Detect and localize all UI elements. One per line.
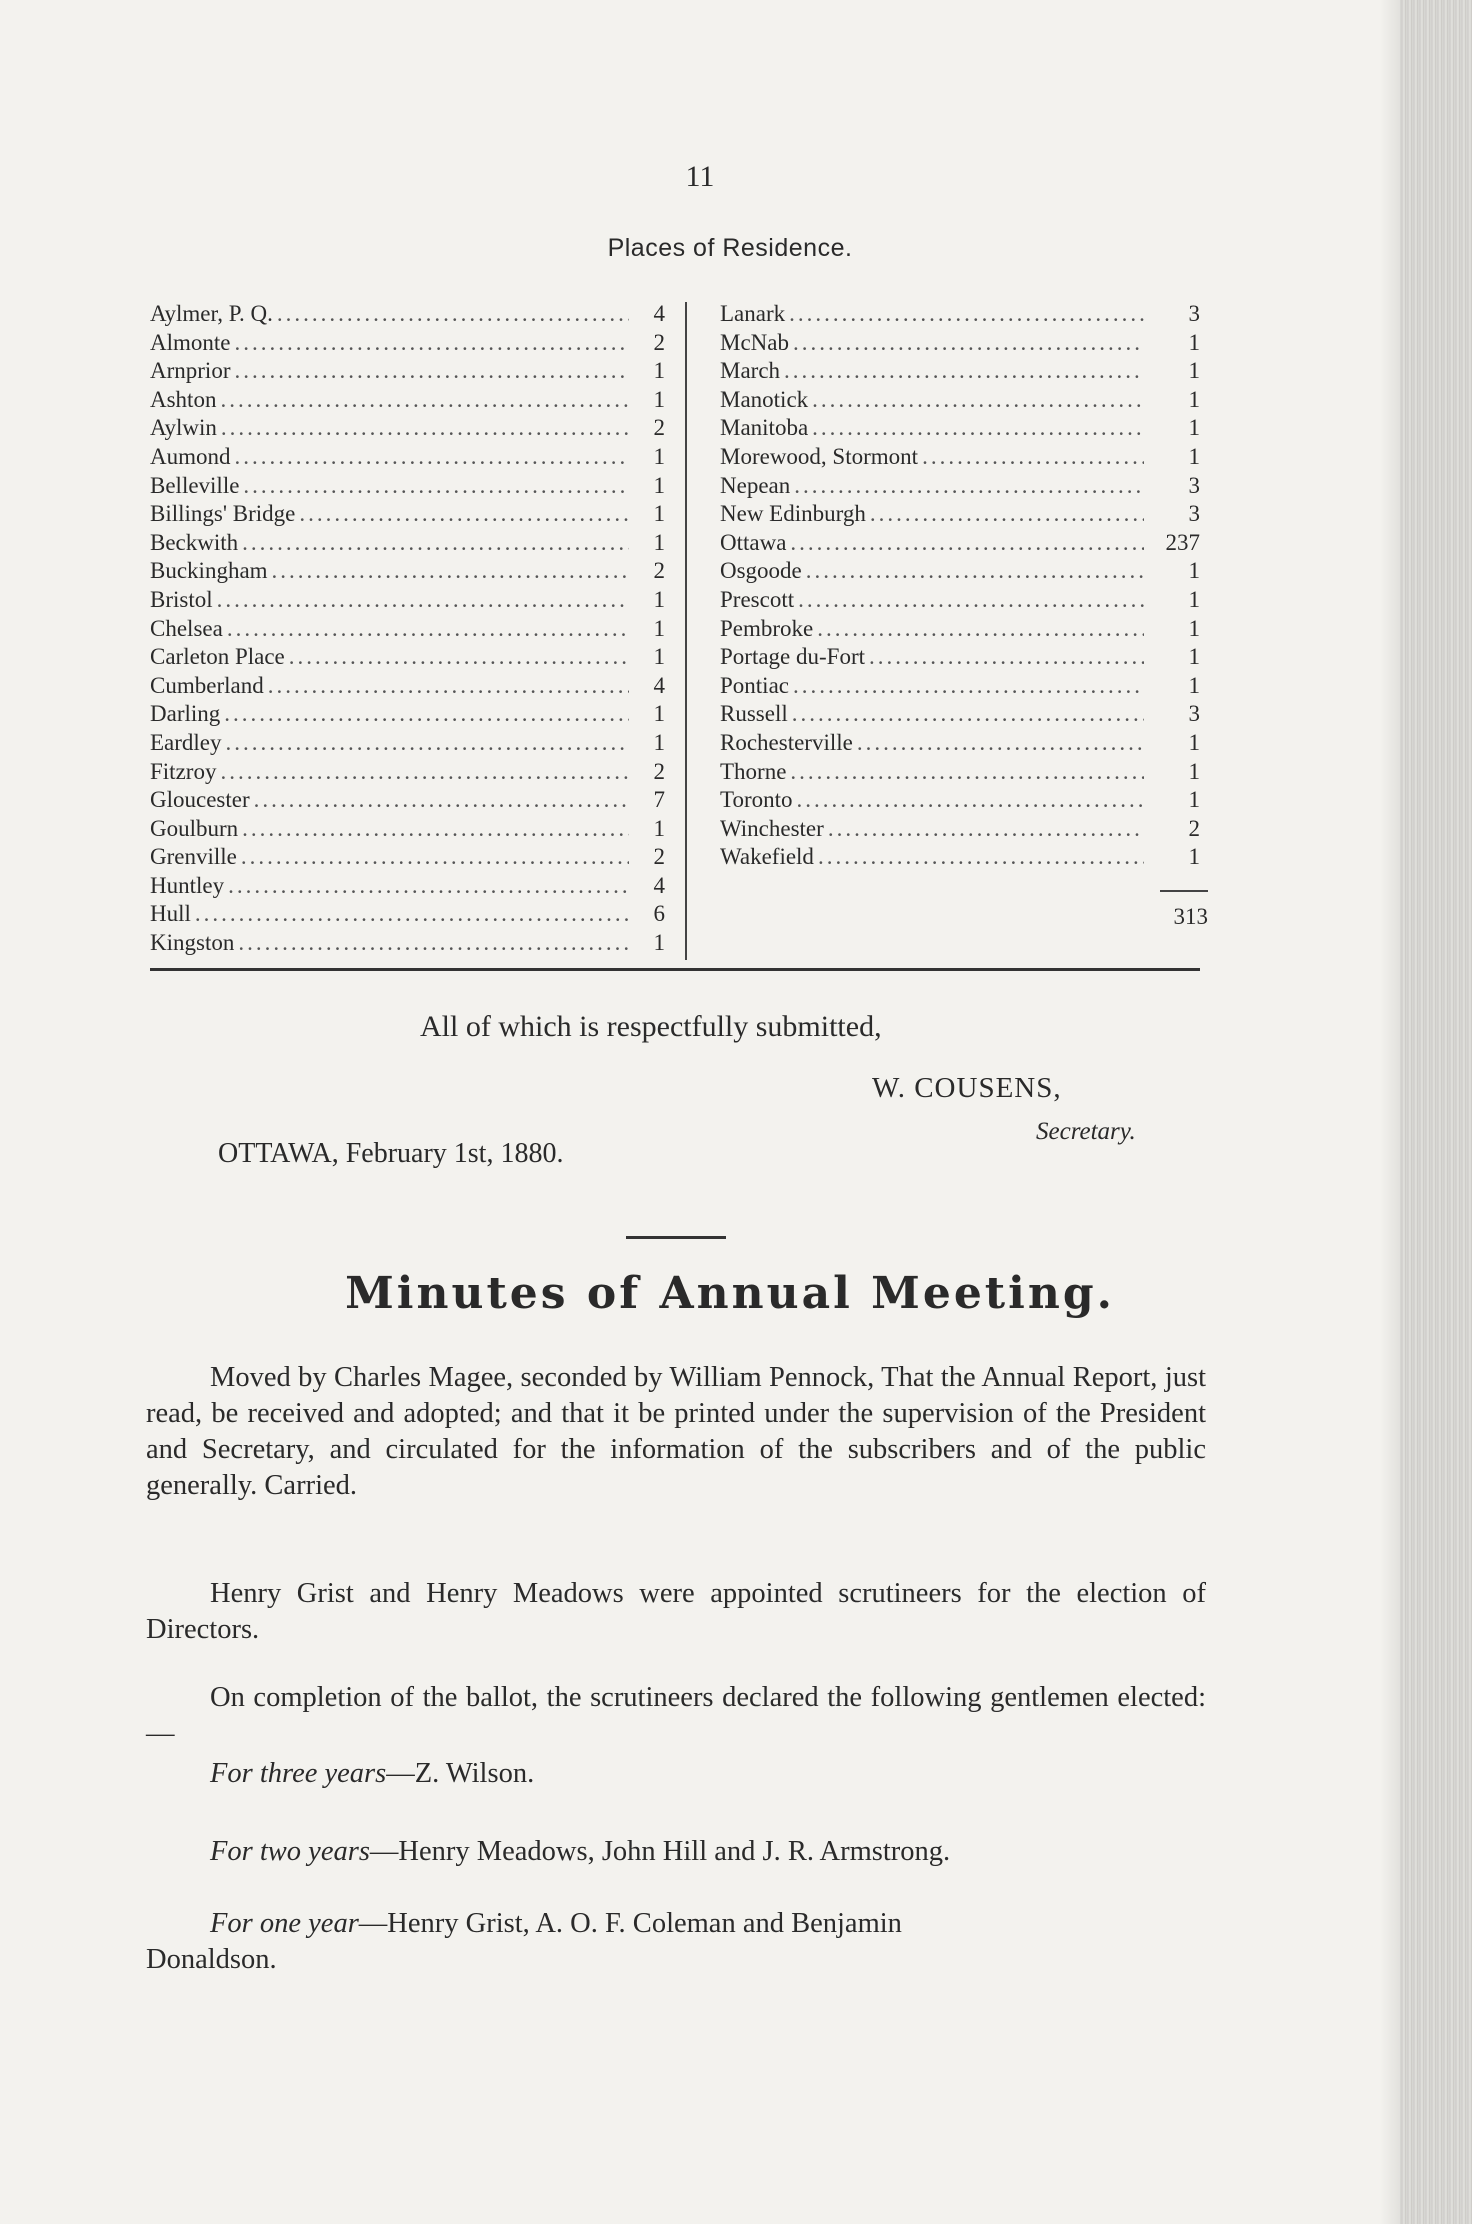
residence-count: 1 (1188, 758, 1200, 784)
submitted-line: All of which is respectfully submitted, (420, 1010, 882, 1043)
residence-row (150, 329, 665, 358)
residence-row (150, 672, 665, 701)
dot-leader (789, 300, 1144, 329)
residence-table (150, 300, 1208, 972)
residence-row (150, 586, 665, 615)
residence-place: Arnprior (150, 358, 231, 384)
dot-leader (235, 443, 630, 472)
residence-count: 1 (1188, 729, 1200, 755)
residence-place: Pembroke (720, 615, 814, 641)
residence-place: Grenville (150, 844, 237, 870)
dot-leader (228, 872, 629, 901)
residence-row (150, 557, 665, 586)
dot-leader (272, 557, 629, 586)
residence-count: 1 (653, 729, 665, 755)
dot-leader (220, 758, 629, 787)
residence-row (720, 786, 1200, 815)
residence-place: Ashton (150, 386, 217, 412)
dot-leader (817, 615, 1144, 644)
election-three-years (210, 1758, 534, 1790)
residence-total: 313 (1173, 904, 1208, 929)
section-title: Places of Residence. (607, 234, 853, 262)
dot-leader (922, 443, 1144, 472)
dot-leader (806, 557, 1144, 586)
residence-row (150, 414, 665, 443)
residence-count: 1 (1188, 386, 1200, 412)
residence-place: Almonte (150, 329, 231, 355)
dot-leader (242, 529, 629, 558)
dot-leader (224, 700, 629, 729)
signature-title: Secretary. (1036, 1118, 1136, 1145)
residence-count: 3 (1188, 701, 1200, 727)
residence-count: 1 (1188, 443, 1200, 469)
residence-place: Goulburn (150, 815, 239, 841)
dot-leader (812, 386, 1144, 415)
residence-row (720, 843, 1200, 872)
residence-place: Hull (150, 901, 191, 927)
residence-place: Eardley (150, 729, 222, 755)
residence-count: 1 (1188, 844, 1200, 870)
dot-leader (794, 472, 1144, 501)
section-divider (626, 1236, 726, 1239)
signature-name: W. COUSENS, (872, 1072, 1062, 1104)
residence-place: Beckwith (150, 529, 239, 555)
residence-count: 2 (653, 844, 665, 870)
minutes-paragraph-ballot: On completion of the ballot, the scrutineers declared the following gentlemen elected:— (146, 1682, 1206, 1749)
residence-place: Russell (720, 701, 788, 727)
residence-place: Pontiac (720, 672, 789, 698)
residence-row (720, 529, 1200, 558)
residence-row (150, 786, 665, 815)
residence-count: 1 (1188, 358, 1200, 384)
residence-count: 1 (653, 701, 665, 727)
dot-leader (818, 843, 1144, 872)
minutes-paragraph-motion: Moved by Charles Magee, seconded by William Pennock, That the Annual Report, just read, be received and adopted; and that it be printed under the supervision of the President and Secretary, and circulated for the information of the subscribers and of the public generally. Carried. (146, 1362, 1206, 1501)
total-rule (1160, 890, 1208, 892)
dot-leader (790, 529, 1144, 558)
residence-count: 1 (1188, 586, 1200, 612)
residence-row (150, 815, 665, 844)
residence-row (720, 443, 1200, 472)
election-names: —Henry Grist, A. O. F. Coleman and Benjamin (358, 1908, 902, 1939)
residence-count: 1 (1188, 615, 1200, 641)
residence-place: Gloucester (150, 787, 250, 813)
residence-column-left (150, 300, 665, 958)
residence-place: Aylwin (150, 415, 217, 441)
residence-row (150, 472, 665, 501)
residence-count: 6 (653, 901, 665, 927)
residence-count: 2 (1188, 815, 1200, 841)
residence-row (150, 843, 665, 872)
residence-count: 1 (1188, 329, 1200, 355)
book-page-edges (1400, 0, 1472, 2224)
residence-count: 1 (653, 386, 665, 412)
residence-row (720, 615, 1200, 644)
residence-place: Rochesterville (720, 729, 853, 755)
residence-count: 1 (1188, 644, 1200, 670)
residence-place: Fitzroy (150, 758, 217, 784)
dot-leader (227, 615, 629, 644)
residence-place: Cumberland (150, 672, 264, 698)
dot-leader (243, 472, 629, 501)
dot-leader (793, 672, 1144, 701)
residence-count: 7 (653, 787, 665, 813)
election-term: For three years (210, 1758, 387, 1789)
election-names-continued: Donaldson. (146, 1944, 277, 1975)
residence-row (150, 443, 665, 472)
election-names: —Z. Wilson. (386, 1758, 535, 1789)
dot-leader (254, 786, 629, 815)
residence-row (720, 557, 1200, 586)
election-term: For two years (210, 1836, 370, 1867)
residence-place: Huntley (150, 872, 225, 898)
residence-count: 1 (653, 615, 665, 641)
residence-place: March (720, 358, 781, 384)
residence-row (720, 414, 1200, 443)
dot-leader (242, 815, 629, 844)
residence-place: Morewood, Stormont (720, 443, 919, 469)
election-names: —Henry Meadows, John Hill and J. R. Armstrong. (369, 1836, 951, 1867)
residence-row (720, 357, 1200, 386)
residence-row (150, 500, 665, 529)
residence-count: 3 (1188, 301, 1200, 326)
residence-place: Winchester (720, 815, 824, 841)
residence-row (150, 729, 665, 758)
residence-count: 1 (653, 586, 665, 612)
page-gutter-shadow (1380, 0, 1402, 2224)
dot-leader (790, 758, 1144, 787)
dot-leader (235, 329, 630, 358)
residence-place: Bristol (150, 586, 213, 612)
table-bottom-rule (150, 968, 1200, 971)
residence-place: Manotick (720, 386, 809, 412)
dot-leader (784, 357, 1144, 386)
dot-leader (221, 414, 629, 443)
residence-row (150, 872, 665, 901)
residence-row (720, 329, 1200, 358)
dot-leader (793, 329, 1144, 358)
residence-count: 1 (653, 472, 665, 498)
residence-count: 2 (653, 758, 665, 784)
residence-count: 1 (653, 358, 665, 384)
residence-count: 4 (653, 301, 665, 326)
election-term: For one year (210, 1908, 359, 1939)
minutes-heading: Minutes of Annual Meeting. (345, 1268, 1115, 1319)
residence-place: Buckingham (150, 558, 268, 584)
residence-row (720, 300, 1200, 329)
residence-count: 3 (1188, 501, 1200, 527)
residence-place: Wakefield (720, 844, 814, 870)
residence-count: 1 (1188, 415, 1200, 441)
date-line: OTTAWA, February 1st, 1880. (218, 1138, 564, 1169)
residence-row (150, 357, 665, 386)
residence-row (150, 643, 665, 672)
dot-leader (217, 586, 629, 615)
residence-count: 237 (1165, 529, 1200, 555)
residence-count: 1 (1188, 787, 1200, 813)
residence-count: 1 (1188, 672, 1200, 698)
residence-place: Nepean (720, 472, 791, 498)
residence-count: 1 (653, 443, 665, 469)
page-number: 11 (685, 160, 715, 193)
residence-count: 4 (653, 872, 665, 898)
residence-row (150, 929, 665, 958)
residence-place: Darling (150, 701, 221, 727)
dot-leader (195, 900, 629, 929)
dot-leader (812, 414, 1144, 443)
residence-place: Carleton Place (150, 644, 285, 670)
column-divider (685, 302, 687, 960)
residence-row (150, 386, 665, 415)
residence-place: Billings' Bridge (150, 501, 296, 527)
residence-row (150, 300, 665, 329)
residence-place: New Edinburgh (720, 501, 866, 527)
dot-leader (277, 300, 629, 329)
residence-column-right (720, 300, 1200, 872)
residence-count: 2 (653, 415, 665, 441)
dot-leader (299, 500, 629, 529)
residence-row (720, 586, 1200, 615)
dot-leader (268, 672, 629, 701)
dot-leader (234, 357, 629, 386)
residence-row (720, 729, 1200, 758)
dot-leader (241, 843, 629, 872)
residence-row (720, 386, 1200, 415)
residence-count: 3 (1188, 472, 1200, 498)
residence-count: 1 (1188, 558, 1200, 584)
election-two-years (210, 1836, 950, 1868)
dot-leader (220, 386, 629, 415)
dot-leader (289, 643, 629, 672)
residence-count: 1 (653, 644, 665, 670)
residence-row (720, 643, 1200, 672)
residence-row (150, 700, 665, 729)
residence-place: Prescott (720, 586, 795, 612)
residence-place: Ottawa (720, 529, 787, 555)
residence-place: Osgoode (720, 558, 802, 584)
residence-place: Lanark (720, 301, 786, 326)
residence-place: Thorne (720, 758, 787, 784)
residence-count: 4 (653, 672, 665, 698)
residence-place: McNab (720, 329, 789, 355)
minutes-paragraph-scrutineers: Henry Grist and Henry Meadows were appointed scrutineers for the election of Directors. (146, 1578, 1206, 1645)
residence-row (150, 615, 665, 644)
residence-count: 1 (653, 930, 665, 956)
residence-row (720, 500, 1200, 529)
residence-row (720, 758, 1200, 787)
dot-leader (238, 929, 629, 958)
residence-place: Manitoba (720, 415, 809, 441)
residence-place: Belleville (150, 472, 240, 498)
dot-leader (857, 729, 1144, 758)
dot-leader (798, 586, 1144, 615)
residence-place: Chelsea (150, 615, 223, 641)
residence-row (150, 529, 665, 558)
residence-count: 1 (653, 529, 665, 555)
residence-row (720, 472, 1200, 501)
dot-leader (797, 786, 1145, 815)
residence-place: Portage du-Fort (720, 644, 866, 670)
residence-count: 1 (653, 501, 665, 527)
residence-row (150, 900, 665, 929)
dot-leader (792, 700, 1144, 729)
residence-row (720, 672, 1200, 701)
dot-leader (828, 815, 1144, 844)
residence-row (720, 700, 1200, 729)
residence-count: 2 (653, 558, 665, 584)
dot-leader (869, 643, 1144, 672)
residence-row (150, 758, 665, 787)
residence-count: 1 (653, 815, 665, 841)
residence-place: Aylmer, P. Q. (150, 301, 273, 326)
dot-leader (226, 729, 629, 758)
election-one-year (146, 1906, 1206, 1978)
residence-row (720, 815, 1200, 844)
residence-count: 2 (653, 329, 665, 355)
dot-leader (870, 500, 1144, 529)
residence-place: Aumond (150, 443, 231, 469)
residence-place: Toronto (720, 787, 793, 813)
residence-place: Kingston (150, 930, 235, 956)
